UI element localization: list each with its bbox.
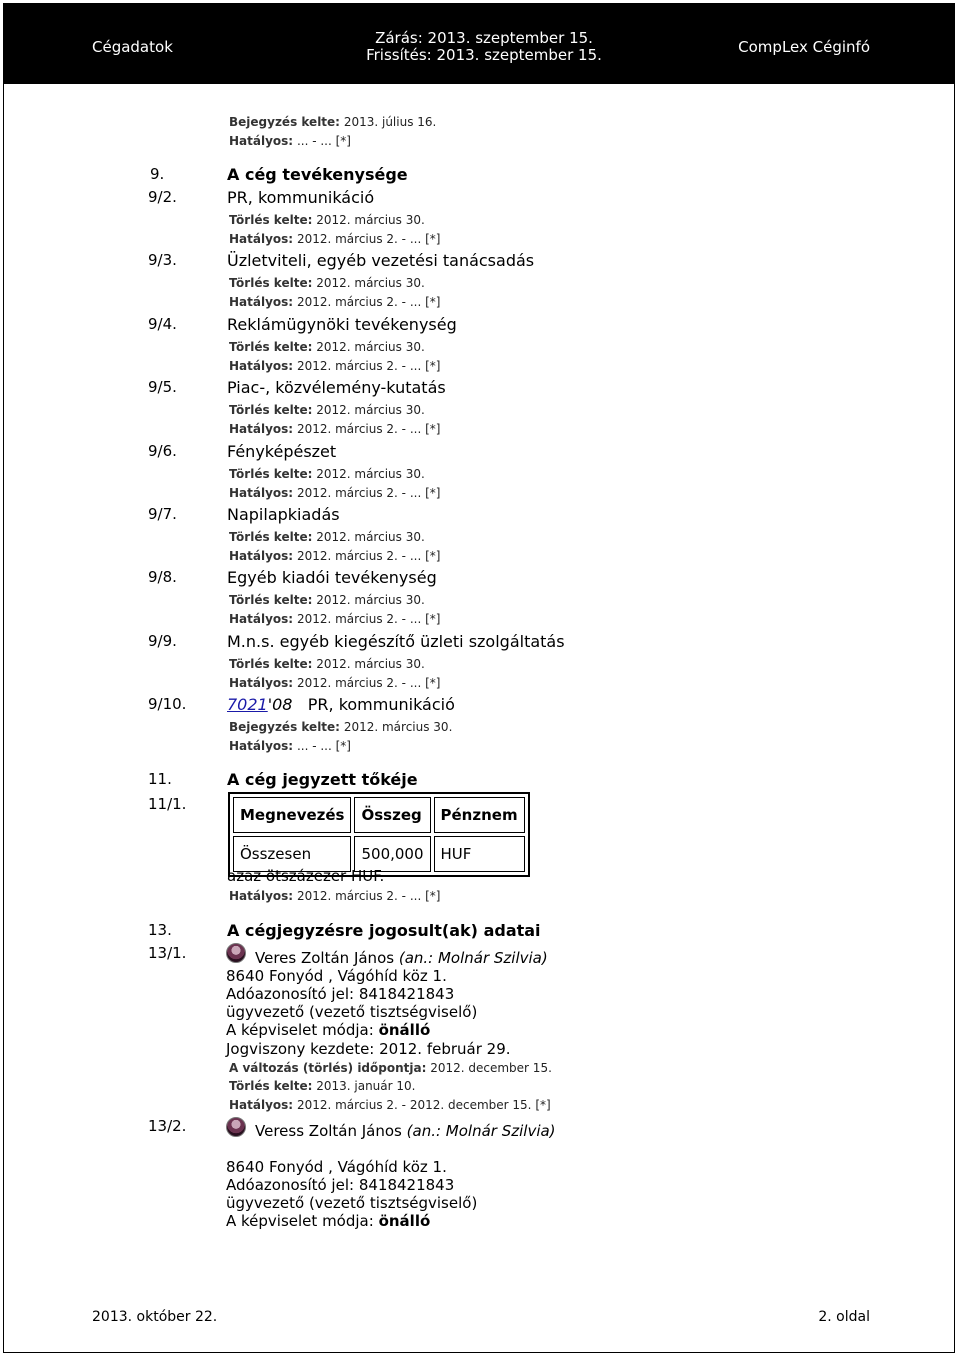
col-header: Összeg xyxy=(354,797,430,833)
activity-hatalyos: Hatályos: 2012. március 2. - ... [*] xyxy=(229,422,441,436)
person-representation: A képviselet módja: önálló xyxy=(226,1021,431,1039)
activity-torles: Törlés kelte: 2012. március 30. xyxy=(229,593,425,607)
activity-name: Üzletviteli, egyéb vezetési tanácsadás xyxy=(227,251,535,270)
activity-number: 9/10. xyxy=(148,695,187,713)
activity-10-bejegyzes: Bejegyzés kelte: 2012. március 30. xyxy=(229,720,453,734)
header-refresh: Frissítés: 2013. szeptember 15. xyxy=(366,46,602,64)
col-header: Pénznem xyxy=(434,797,525,833)
activity-torles: Törlés kelte: 2012. március 30. xyxy=(229,657,425,671)
activity-name: Fényképészet xyxy=(227,442,337,461)
teaor-code-link[interactable]: 7021 xyxy=(227,695,268,714)
person-hatalyos: Hatályos: 2012. március 2. - 2012. december 15. [*] xyxy=(229,1098,551,1112)
header-closing: Zárás: 2013. szeptember 15. xyxy=(375,29,593,47)
section-13-number: 13. xyxy=(148,921,172,939)
activity-name: Napilapkiadás xyxy=(227,505,340,524)
footer-date: 2013. október 22. xyxy=(92,1309,218,1325)
person-number: 13/2. xyxy=(148,1117,187,1135)
activity-number: 9/4. xyxy=(148,315,177,333)
activity-torles: Törlés kelte: 2012. március 30. xyxy=(229,403,425,417)
activity-torles: Törlés kelte: 2012. március 30. xyxy=(229,530,425,544)
section-9-title: A cég tevékenysége xyxy=(227,165,408,184)
capital-table xyxy=(228,792,530,877)
activity-name: Piac-, közvélemény-kutatás xyxy=(227,378,446,397)
activity-10-hatalyos: Hatályos: ... - ... [*] xyxy=(229,739,351,753)
table-cell: Összesen xyxy=(233,836,351,872)
table-cell: 500,000 xyxy=(354,836,430,872)
person-name: Veres Zoltán János (an.: Molnár Szilvia) xyxy=(255,949,548,967)
activity-number: 9/9. xyxy=(148,632,177,650)
activity-number: 9/5. xyxy=(148,378,177,396)
top-hatalyos: Hatályos: ... - ... [*] xyxy=(229,134,351,148)
activity-number: 9/2. xyxy=(148,188,177,206)
activity-hatalyos: Hatályos: 2012. március 2. - ... [*] xyxy=(229,549,441,563)
activity-number: 9/6. xyxy=(148,442,177,460)
capital-hatalyos: Hatályos: 2012. március 2. - ... [*] xyxy=(229,889,441,903)
table-cell: HUF xyxy=(434,836,525,872)
person-name: Veress Zoltán János (an.: Molnár Szilvia) xyxy=(255,1122,556,1140)
activity-10-name: PR, kommunikáció xyxy=(307,695,455,714)
activity-name xyxy=(227,695,455,714)
activity-number: 9/7. xyxy=(148,505,177,523)
footer-page: 2. oldal xyxy=(818,1309,870,1325)
person-avatar-icon xyxy=(226,943,246,963)
activity-hatalyos: Hatályos: 2012. március 2. - ... [*] xyxy=(229,295,441,309)
activity-hatalyos: Hatályos: 2012. március 2. - ... [*] xyxy=(229,612,441,626)
activity-name: Egyéb kiadói tevékenység xyxy=(227,568,437,587)
capital-in-words: azaz ötszázezer HUF. xyxy=(227,867,385,885)
activity-hatalyos: Hatályos: 2012. március 2. - ... [*] xyxy=(229,359,441,373)
activity-hatalyos: Hatályos: 2012. március 2. - ... [*] xyxy=(229,486,441,500)
page-border xyxy=(3,3,955,1353)
header-right: CompLex Céginfó xyxy=(738,38,870,56)
table-header-row xyxy=(233,797,525,833)
col-header: Megnevezés xyxy=(233,797,351,833)
activity-torles: Törlés kelte: 2012. március 30. xyxy=(229,340,425,354)
person-torles: Törlés kelte: 2013. január 10. xyxy=(229,1079,416,1093)
section-11-title: A cég jegyzett tőkéje xyxy=(227,770,418,789)
section-11-number: 11. xyxy=(148,770,172,788)
header-left: Cégadatok xyxy=(92,38,173,56)
person-start: Jogviszony kezdete: 2012. február 29. xyxy=(226,1040,511,1058)
section-9-number: 9. xyxy=(150,165,165,183)
section-13-title: A cégjegyzésre jogosult(ak) adatai xyxy=(227,921,541,940)
person-address: 8640 Fonyód , Vágóhíd köz 1. xyxy=(226,1158,447,1176)
person-role: ügyvezető (vezető tisztségviselő) xyxy=(226,1194,478,1212)
page-header xyxy=(4,4,955,84)
person-change: A változás (törlés) időpontja: 2012. december 15. xyxy=(229,1061,552,1075)
teaor-code-suffix: '08 xyxy=(267,695,293,714)
activity-hatalyos: Hatályos: 2012. március 2. - ... [*] xyxy=(229,676,441,690)
activity-torles: Törlés kelte: 2012. március 30. xyxy=(229,213,425,227)
activity-number: 9/3. xyxy=(148,251,177,269)
activity-torles: Törlés kelte: 2012. március 30. xyxy=(229,467,425,481)
activity-name: Reklámügynöki tevékenység xyxy=(227,315,457,334)
activity-name: PR, kommunikáció xyxy=(227,188,375,207)
top-bejegyzes: Bejegyzés kelte: 2013. július 16. xyxy=(229,115,437,129)
activity-torles: Törlés kelte: 2012. március 30. xyxy=(229,276,425,290)
person-tax-id: Adóazonosító jel: 8418421843 xyxy=(226,985,455,1003)
activity-name: M.n.s. egyéb kiegészítő üzleti szolgáltatás xyxy=(227,632,565,651)
activity-number: 9/8. xyxy=(148,568,177,586)
person-address: 8640 Fonyód , Vágóhíd köz 1. xyxy=(226,967,447,985)
person-tax-id: Adóazonosító jel: 8418421843 xyxy=(226,1176,455,1194)
person-role: ügyvezető (vezető tisztségviselő) xyxy=(226,1003,478,1021)
person-representation: A képviselet módja: önálló xyxy=(226,1212,431,1230)
section-11-sub: 11/1. xyxy=(148,795,187,813)
activity-hatalyos: Hatályos: 2012. március 2. - ... [*] xyxy=(229,232,441,246)
header-center xyxy=(334,30,634,64)
person-number: 13/1. xyxy=(148,944,187,962)
person-avatar-icon xyxy=(226,1117,246,1137)
